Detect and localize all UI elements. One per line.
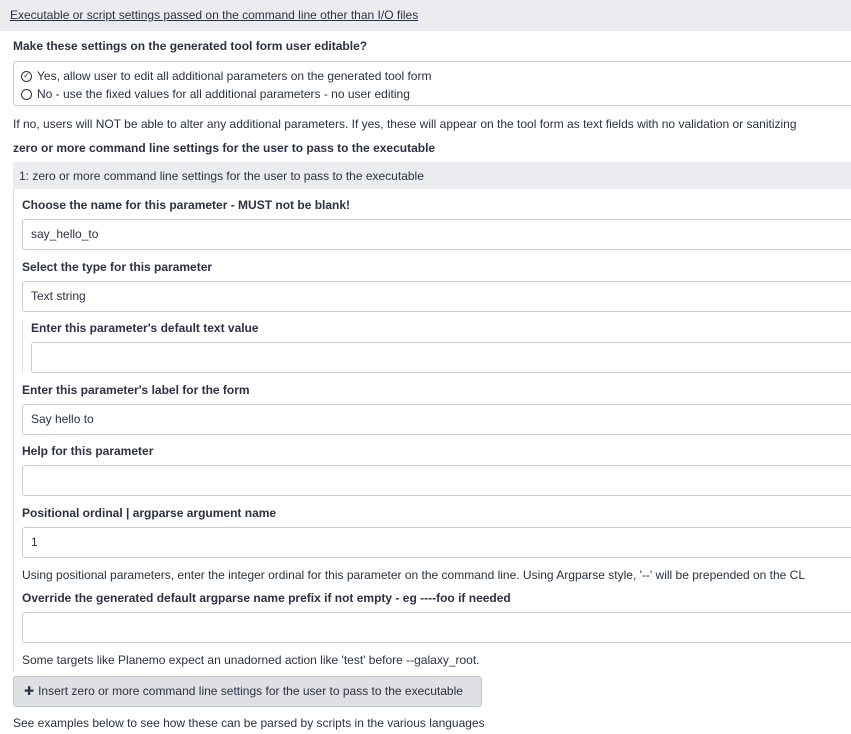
insert-repeat-button-label: Insert zero or more command line settings for the user to pass to the executable [38, 684, 463, 698]
radio-option-no-label: No - use the fixed values for all additional parameters - no user editing [37, 87, 410, 101]
override-prefix-input[interactable] [22, 612, 851, 643]
positional-label: Positional ordinal | argparse argument name [22, 506, 277, 520]
form-label-input[interactable]: Say hello to [22, 404, 851, 435]
repeat-label: zero or more command line settings for the user to pass to the executable [13, 141, 436, 155]
editable-radio-group [13, 61, 851, 106]
check-circle-icon[interactable]: ✓ [21, 71, 32, 82]
positional-input[interactable]: 1 [22, 527, 851, 558]
footer-help-text: See examples below to see how these can be parsed by scripts in the various languages [13, 716, 485, 730]
param-name-input[interactable]: say_hello_to [22, 219, 851, 250]
insert-repeat-button[interactable] [13, 676, 482, 707]
plus-icon: ✚ [24, 684, 35, 698]
param-name-label: Choose the name for this parameter - MUST not be blank! [22, 198, 351, 212]
override-prefix-help-text: Some targets like Planemo expect an unadorned action like 'test' before --galaxy_root. [22, 653, 480, 667]
positional-help-text: Using positional parameters, enter the integer ordinal for this parameter on the command line. Using Argparse style, '--' will be prepended on the CL [22, 568, 805, 582]
param-type-label: Select the type for this parameter [22, 260, 213, 274]
radio-option-no[interactable] [21, 85, 851, 103]
section-title-link[interactable]: Executable or script settings passed on the command line other than I/O files [10, 8, 419, 22]
default-value-label: Enter this parameter's default text value [31, 321, 259, 335]
param-help-label: Help for this parameter [22, 444, 154, 458]
repeat-item-title[interactable]: 1: zero or more command line settings for the user to pass to the executable [13, 162, 851, 189]
default-value-sub-block [22, 320, 26, 372]
section-header[interactable] [0, 0, 851, 31]
param-type-select[interactable]: Text string [22, 281, 851, 312]
override-prefix-label: Override the generated default argparse name prefix if not empty - eg ----foo if needed [22, 591, 511, 605]
editable-help-text: If no, users will NOT be able to alter any additional parameters. If yes, these will appear on the tool form as text fields with no validation or sanitizing [13, 117, 797, 131]
param-help-input[interactable] [22, 465, 851, 496]
radio-option-yes[interactable] [21, 67, 851, 85]
editable-question-label: Make these settings on the generated tool form user editable? [13, 39, 368, 53]
form-label-label: Enter this parameter's label for the form [22, 383, 250, 397]
empty-circle-icon[interactable] [21, 89, 32, 100]
default-value-input[interactable] [31, 342, 851, 373]
radio-option-yes-label: Yes, allow user to edit all additional parameters on the generated tool form [37, 69, 432, 83]
